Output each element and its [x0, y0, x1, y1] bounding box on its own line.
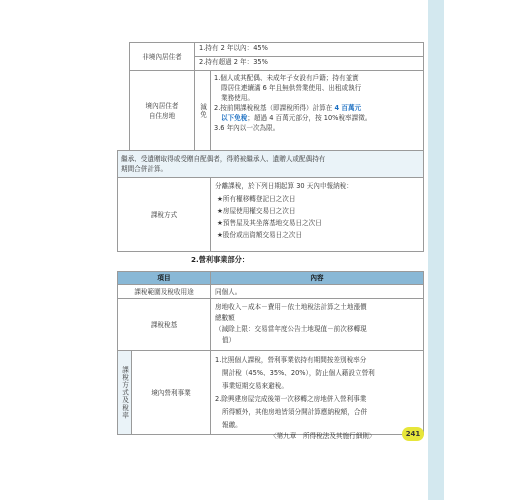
nonresident-rate-line1: 1.持有 2 年以內：45%: [194, 42, 424, 57]
scope-label: 課稅範圍及稅收用途: [117, 284, 211, 299]
tax-method-content: 分離課稅，於下列日期起算 30 天內申報納稅： ★所有權移轉登記日之次日 ★房屋使用權交易日之次日 ★預售屋及其坐落基地交易日之次日 ★股份或出資額交易日之次日: [210, 177, 424, 252]
method-item: ★房屋使用權交易日之次日: [217, 207, 296, 215]
exemption-threshold-highlight: 4 百萬元: [334, 104, 362, 112]
tax-method-rate-label: 課稅方式及稅率: [117, 350, 132, 435]
domestic-business-content: 1.比照個人課稅，營利事業依持有期間按差別稅率分 開計稅（45%、35%、20%），防止個人藉設立營利 事業短期交易來避稅。 2.除興建房屋完成後第一次移轉之房地併入營利事業 所得額外，其他房地皆須分開計算應納稅額，合併 報繳。: [210, 350, 424, 435]
inheritance-note: 繼承、受遺贈取得或受贈自配偶者，得將被繼承人、遺贈人或配偶持有 期間合併計算。: [117, 150, 424, 178]
table-header-content: 內容: [210, 271, 424, 285]
tax-method-label: 課稅方式: [117, 177, 211, 252]
domestic-business-label: 境內營利事業: [131, 350, 211, 435]
tax-base-label: 課稅稅基: [117, 298, 211, 351]
method-item: ★股份或出資額交易日之次日: [217, 231, 303, 239]
page-edge-strip: [428, 0, 444, 500]
scope-value: 同個人。: [210, 284, 424, 299]
nonresident-rate-line2: 2.持有超過 2 年：35%: [194, 56, 424, 71]
method-item: ★所有權移轉登記日之次日: [217, 195, 296, 203]
resident-exemption-content: 1.個人或其配偶、未成年子女設有戶籍；持有並實 際居住連續滿 6 年且無供營業使用、出租或執行 業務使用。 2.按前開課稅稅基（即課稅所得）計算在 4 百萬元 以下免稅；超過 4 百萬元部分，按 10%稅率課徵。 3.6 年內以一次為限。: [210, 70, 424, 151]
table-header-item: 項目: [117, 271, 211, 285]
resident-label: 境內居住者 自住房地: [129, 70, 195, 151]
tax-base-content: 房地收入－成本－費用－依土地稅法計算之土地漲價 總數額 （減除上限：交易當年度公告土地現值－前次移轉現 值）: [210, 298, 424, 351]
nonresident-label: 非境內居住者: [129, 42, 195, 71]
exemption-label: 減免: [194, 70, 211, 151]
chapter-footer: 〈第九章 所得稅法及其施行細則〉: [270, 432, 376, 440]
method-item: ★預售屋及其坐落基地交易日之次日: [217, 219, 322, 227]
tax-free-highlight: 以下免稅: [221, 114, 248, 122]
page-number-badge: 241: [402, 427, 424, 441]
section-title: 2.營利事業部分：: [191, 255, 250, 264]
